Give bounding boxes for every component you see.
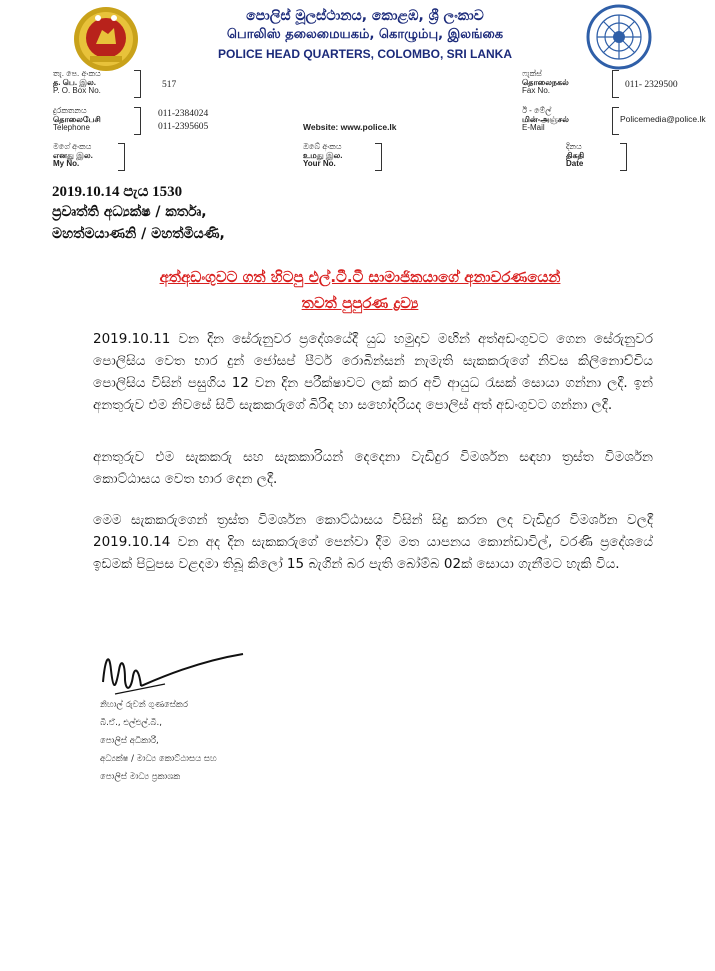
body-paragraph-1: 2019.10.11 වන දින සේරුනුවර ප්‍රදේශයේදී යුධ හමුදාව මඟින් අත්අඩංගුවට ගෙන සේරුනුවර පොලිසිය වෙත භාර දුන් ජෝසප් පීටර් රොබින්සන් නැමැති සැකකරුගේ නිවස කිලිනොච්චිය පොලිසිය විසින් පසුගිය 12 වන දින පරීක්ෂාවට ලක් කර අවි ආයුධ රැසක් සොයා ගන්නා ලදී. ඉන් අනතුරුව එම නිවසේ සිටි සැකකරුගේ බිරිඳ හා සහෝදරියද පොලිස් අත් අඩංගුවට ගන්නා ලදී. — [93, 331, 653, 413]
title-line-1: අත්අඩංගුවට ගත් හිටපු එල්.ටී.ටී සාමාජිකයාගේ අනාවරණයෙන් — [159, 268, 561, 286]
signatory-name: නිහාල් රුවන් ගුණසේකර — [100, 700, 188, 710]
email-label: ඊ - මේල් மின்-அஞ்சல் E-Mail — [522, 106, 569, 132]
letter-date-line: 2019.10.14 පැය 1530 — [52, 184, 183, 200]
po-box-label: තැ. පෙ. අංකය த. பெ. இல. P. O. Box No. — [53, 69, 101, 95]
telephone-value-1: 011-2384024 — [158, 109, 209, 119]
email-value: Policemedia@police.lk — [620, 114, 706, 124]
telephone-bracket — [134, 107, 141, 135]
email-bracket — [612, 107, 619, 135]
police-emblem-icon — [586, 4, 652, 70]
date-label: දිනය திகதி Date — [566, 142, 585, 168]
recipient-line-2: මහත්මයාණනි / මහත්මියණි, — [52, 226, 225, 242]
title-line-2: තවත් පුපුරණ ද්‍රව්‍ය — [301, 294, 419, 312]
body-paragraph-3: මෙම සැකකරුගෙන් ත්‍රස්ත විමර්ශන කොට්ඨාසය විසින් සිදු කරන ලද වැඩිදුර විමර්ශන වලදී 2019.10.14 වන අද දින සැකකරුගේ පෙන්වා දීම මත යාපනය කොන්ඩාවිල්, වරණි ප්‍රදේශයේ ඉඩමක් පිටුපස වළදමා තිබූ කිලෝ 15 බැගින් බර පැති බෝම්බ 02ක් සොයා ගැනීමට හැකි විය. — [93, 512, 653, 572]
body-paragraph-2: අනතුරුව එම සැකකරු සහ සැකකාරියන් දෙදෙනා වැඩිදුර විමර්ශන සඳහා ත්‍රස්ත විමර්ශන කොට්ඨාසය වෙත භාර දෙන ලදී. — [93, 449, 653, 487]
header-title-tamil: பொலிஸ் தலைமையகம், கொழும்பு, இலங்கை — [226, 27, 504, 42]
your-no-bracket — [375, 143, 382, 171]
telephone-value-2: 011-2395605 — [158, 122, 209, 132]
sri-lanka-emblem-icon — [68, 4, 144, 74]
signatory-rank: පොලිස් අධිකාරී, — [100, 736, 159, 746]
po-box-bracket — [134, 70, 141, 98]
header-title-sinhala: පොලිස් මූලස්ථානය, කොළඹ, ශ්‍රී ලංකාව — [246, 8, 484, 24]
my-no-label: මගේ අංකය எனது இல. My No. — [53, 142, 93, 168]
fax-bracket — [612, 70, 619, 98]
your-no-label: ඔබේ අංකය உமது இல. Your No. — [303, 142, 343, 168]
signatory-position-1: අධ්‍යක්ෂ / මාධ්‍ය කොට්ඨාසය සහ — [100, 754, 217, 764]
telephone-label: දුරකතනය தொலைபேசி Telephone — [53, 106, 101, 132]
website-text: Website: www.police.lk — [303, 122, 397, 132]
po-box-value: 517 — [162, 80, 177, 90]
fax-value: 011- 2329500 — [625, 80, 678, 90]
header-title-english: POLICE HEAD QUARTERS, COLOMBO, SRI LANKA — [217, 47, 512, 61]
signatory-position-2: පොලිස් මාධ්‍ය ප්‍රකාශක — [100, 772, 181, 782]
handwritten-signature-icon — [95, 640, 255, 700]
signatory-degree: බී.ඒ., එල්එල්.බී., — [100, 718, 162, 728]
recipient-line-1: ප්‍රවෘත්ති අධ්‍යක්ෂ / කර්තෘ, — [52, 204, 207, 220]
my-no-bracket — [118, 143, 125, 171]
date-bracket — [620, 143, 627, 171]
fax-label: ෆැක්ස් தொலைநகல் Fax No. — [522, 69, 569, 95]
